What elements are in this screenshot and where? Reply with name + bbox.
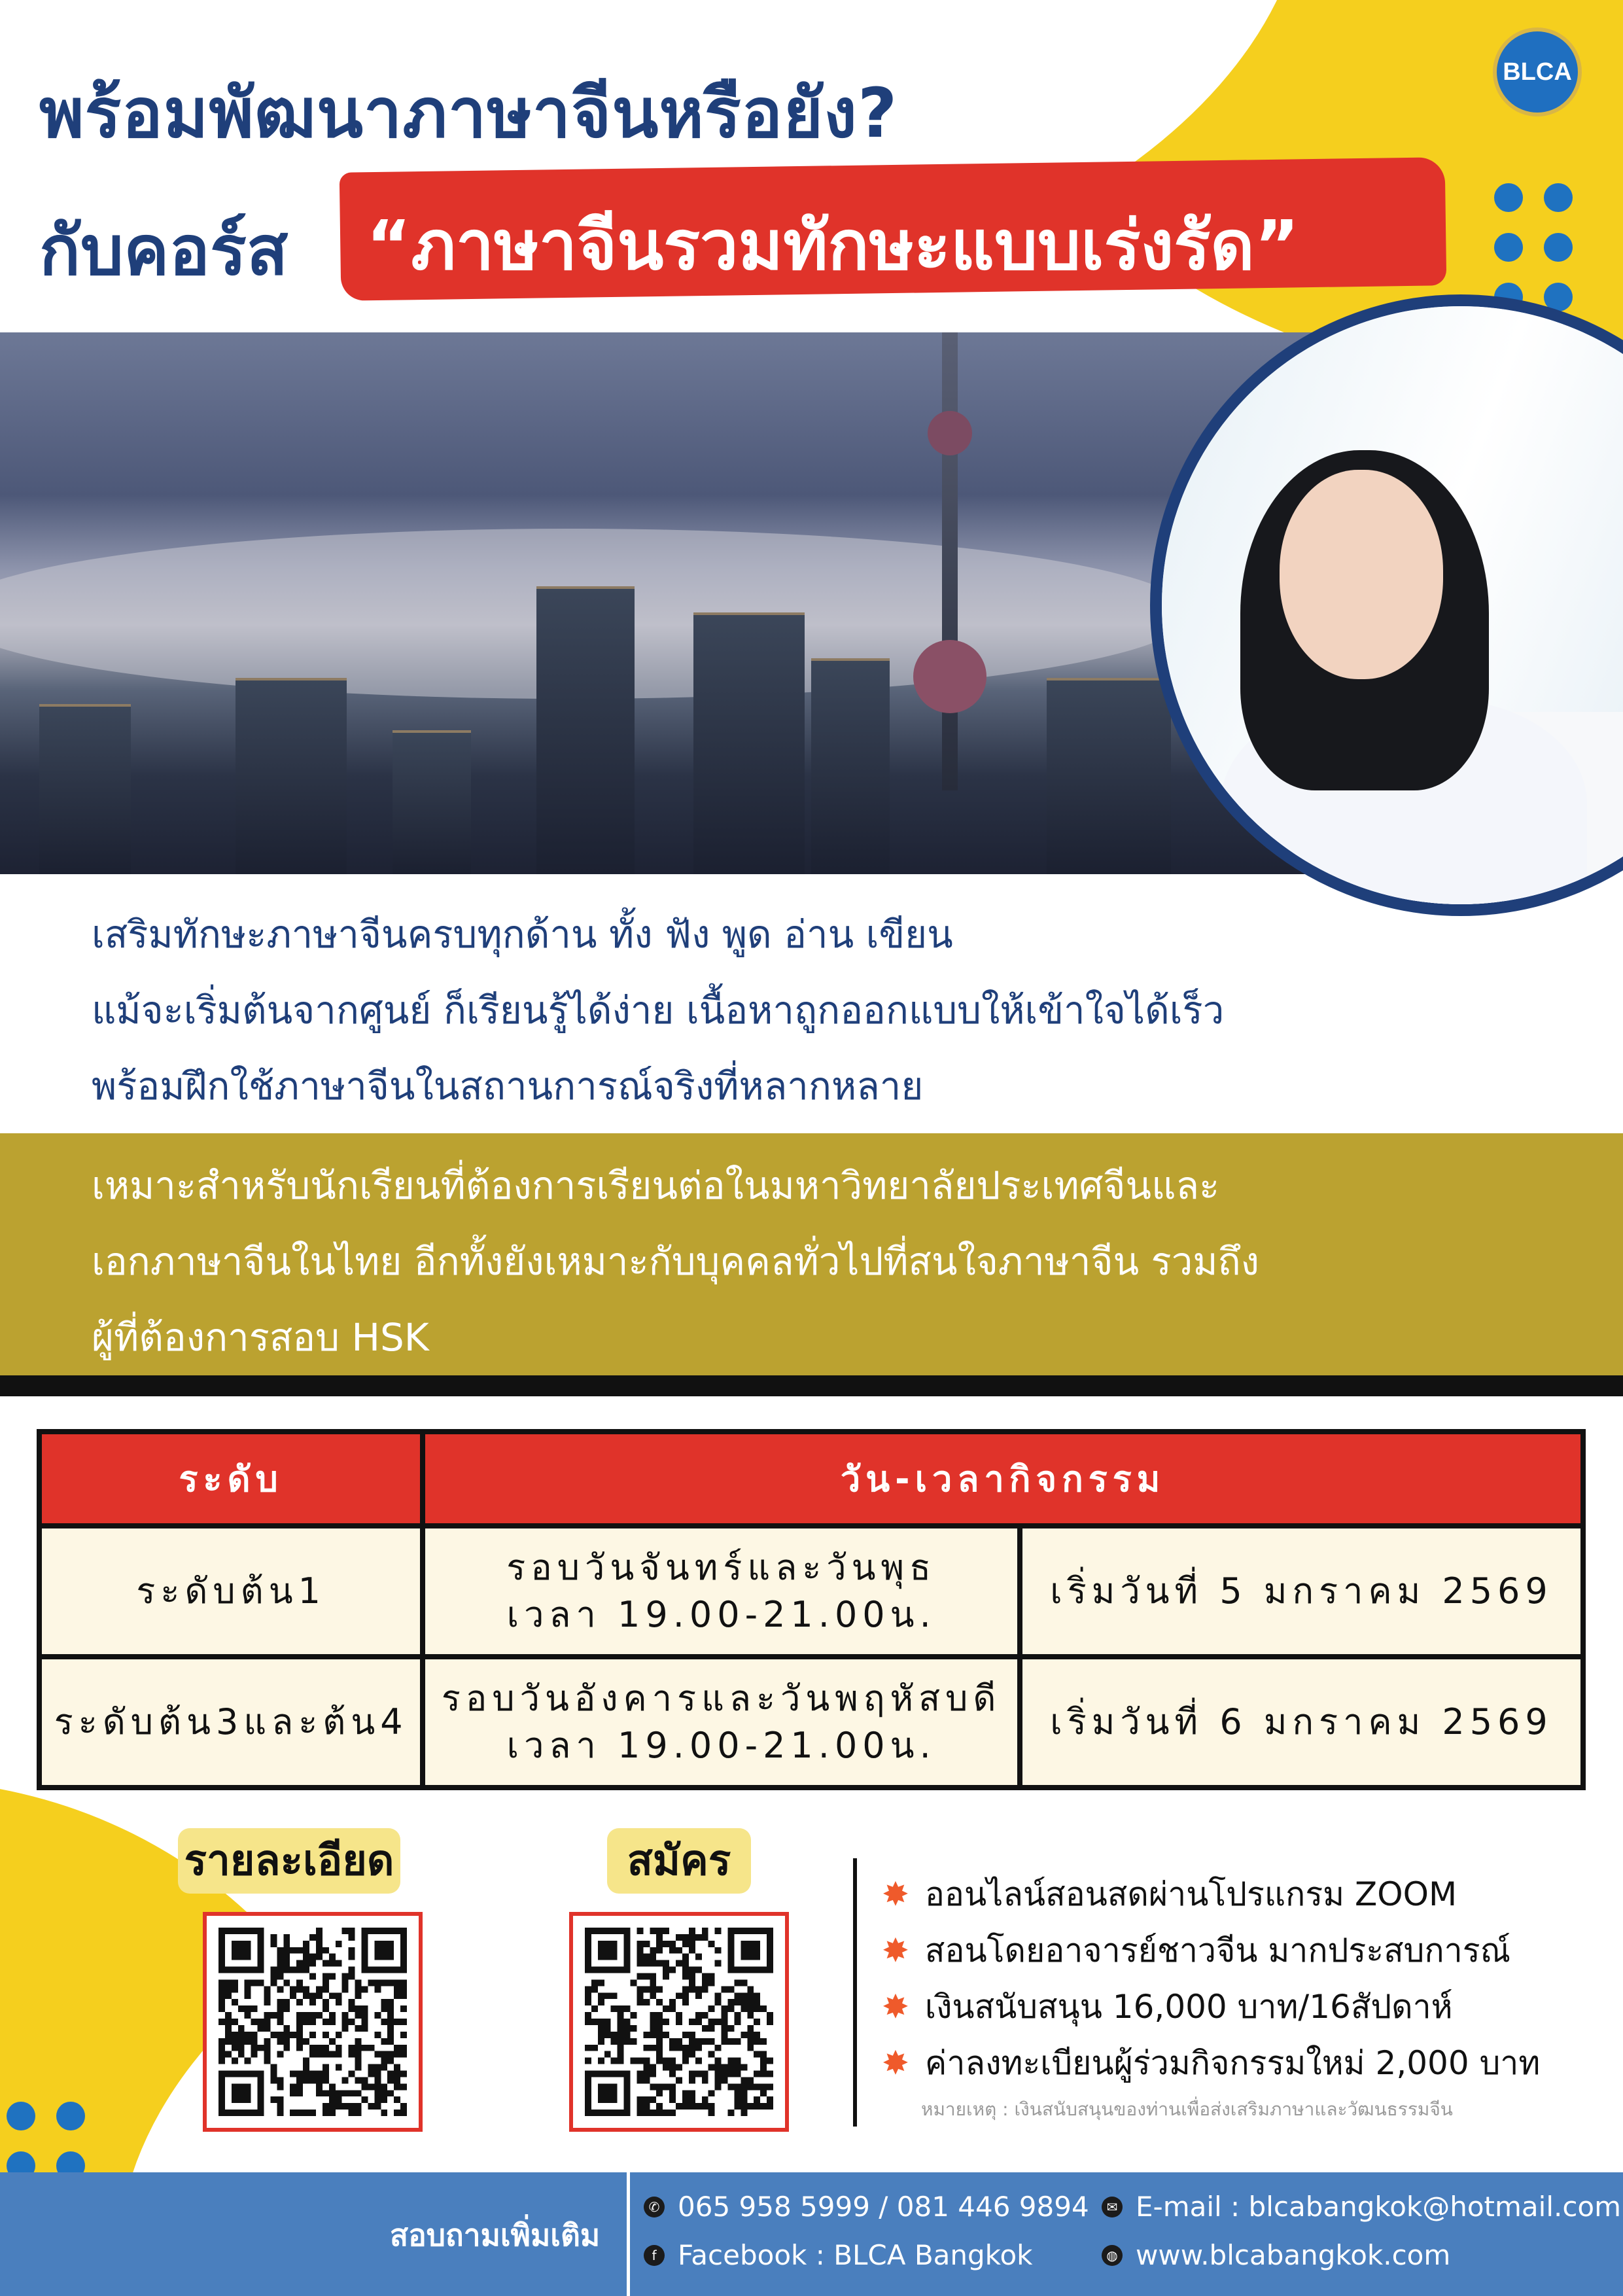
phone-icon: ✆	[644, 2197, 665, 2217]
facebook-link[interactable]	[644, 2239, 1033, 2271]
intro-line: แม้จะเริ่มต้นจากศูนย์ ก็เรียนรู้ได้ง่าย เนื้อหาถูกออกแบบให้เข้าใจได้เร็ว	[92, 988, 1225, 1033]
email-icon: ✉	[1102, 2197, 1123, 2217]
target-line: เหมาะสำหรับนักเรียนที่ต้องการเรียนต่อในมหาวิทยาลัยประเทศจีนและ	[92, 1163, 1220, 1208]
star-bullet-icon: ✸	[882, 1988, 909, 2026]
details-label: รายละเอียด	[178, 1828, 400, 1894]
table-row	[39, 1526, 1583, 1657]
header-level: ระดับ	[39, 1432, 423, 1526]
star-bullet-icon: ✸	[882, 1932, 909, 1969]
header-schedule: วัน-เวลากิจกรรม	[423, 1432, 1583, 1526]
time-cell	[423, 1657, 1020, 1788]
intro-text	[92, 896, 1224, 1124]
vertical-divider	[853, 1858, 857, 2127]
start-date-cell: เริ่มวันที่ 6 มกราคม 2569	[1020, 1657, 1583, 1788]
table-row	[39, 1657, 1583, 1788]
target-line: ผู้ที่ต้องการสอบ HSK	[92, 1315, 429, 1360]
target-line: เอกภาษาจีนในไทย อีกทั้งยังเหมาะกับบุคคลทั่วไปที่สนใจภาษาจีน รวมถึง	[92, 1239, 1259, 1284]
start-date-cell: เริ่มวันที่ 5 มกราคม 2569	[1020, 1526, 1583, 1657]
facebook-icon: f	[644, 2245, 665, 2266]
globe-icon: ◍	[1102, 2245, 1123, 2266]
list-item	[882, 2035, 1540, 2091]
level-cell: ระดับต้น1	[39, 1526, 423, 1657]
note-text: หมายเหตุ : เงินสนับสนุนของท่านเพื่อส่งเสริมภาษาและวัฒนธรรมจีน	[921, 2098, 1453, 2120]
star-bullet-icon: ✸	[882, 2044, 909, 2082]
phone-contact[interactable]	[644, 2191, 1089, 2223]
feature-text: เงินสนับสนุน 16,000 บาท/16สัปดาห์	[924, 1988, 1453, 2026]
phone-text: 065 958 5999 / 081 446 9894	[678, 2191, 1089, 2223]
time-text: เวลา 19.00-21.00น.	[506, 1594, 936, 1635]
details-qr-code[interactable]	[203, 1912, 423, 2132]
level-cell: ระดับต้น3และต้น4	[39, 1657, 423, 1788]
time-text: เวลา 19.00-21.00น.	[506, 1725, 936, 1766]
intro-line: เสริมทักษะภาษาจีนครบทุกด้าน ทั้ง ฟัง พูด อ่าน เขียน	[92, 912, 953, 957]
divider-bar	[0, 1375, 1623, 1396]
days-text: รอบวันอังคารและวันพฤหัสบดี	[441, 1678, 1002, 1719]
website-text: www.blcabangkok.com	[1136, 2239, 1451, 2271]
apply-qr-code[interactable]	[569, 1912, 789, 2132]
table-header-row	[39, 1432, 1583, 1526]
facebook-text: Facebook : BLCA Bangkok	[678, 2239, 1033, 2271]
qr-code-graphic	[585, 1928, 773, 2116]
student-portrait-photo	[1150, 294, 1623, 916]
intro-line: พร้อมฝึกใช้ภาษาจีนในสถานการณ์จริงที่หลากหลาย	[92, 1064, 924, 1108]
list-item	[882, 1922, 1540, 1979]
schedule-table	[37, 1429, 1586, 1790]
website-link[interactable]	[1102, 2239, 1450, 2271]
feature-text: ออนไลน์สอนสดผ่านโปรแกรม ZOOM	[924, 1875, 1457, 1913]
feature-text: ค่าลงทะเบียนผู้ร่วมกิจกรรมใหม่ 2,000 บาท	[924, 2044, 1541, 2082]
list-item	[882, 1866, 1540, 1922]
apply-label: สมัคร	[607, 1828, 751, 1894]
time-cell	[423, 1526, 1020, 1657]
blca-logo: BLCA	[1493, 27, 1582, 116]
email-contact[interactable]	[1102, 2191, 1621, 2223]
star-bullet-icon: ✸	[882, 1875, 909, 1913]
footer-contact-bar	[0, 2172, 1623, 2296]
list-item	[882, 1979, 1540, 2035]
course-name: “ภาษาจีนรวมทักษะแบบเร่งรัด”	[366, 205, 1300, 285]
dot-pattern-top	[1494, 183, 1573, 311]
qr-code-graphic	[218, 1928, 407, 2116]
email-text: E-mail : blcabangkok@hotmail.com	[1136, 2191, 1622, 2223]
headline: พร้อมพัฒนาภาษาจีนหรือยัง?	[39, 73, 898, 153]
footer-divider	[627, 2172, 630, 2296]
target-audience-band	[0, 1133, 1623, 1375]
feature-list	[882, 1866, 1540, 2091]
feature-text: สอนโดยอาจารย์ชาวจีน มากประสบการณ์	[924, 1932, 1510, 1969]
days-text: รอบวันจันทร์และวันพุธ	[506, 1547, 937, 1588]
contact-label: สอบถามเพิ่มเติม	[390, 2217, 601, 2253]
subheadline-prefix: กับคอร์ส	[39, 211, 288, 291]
